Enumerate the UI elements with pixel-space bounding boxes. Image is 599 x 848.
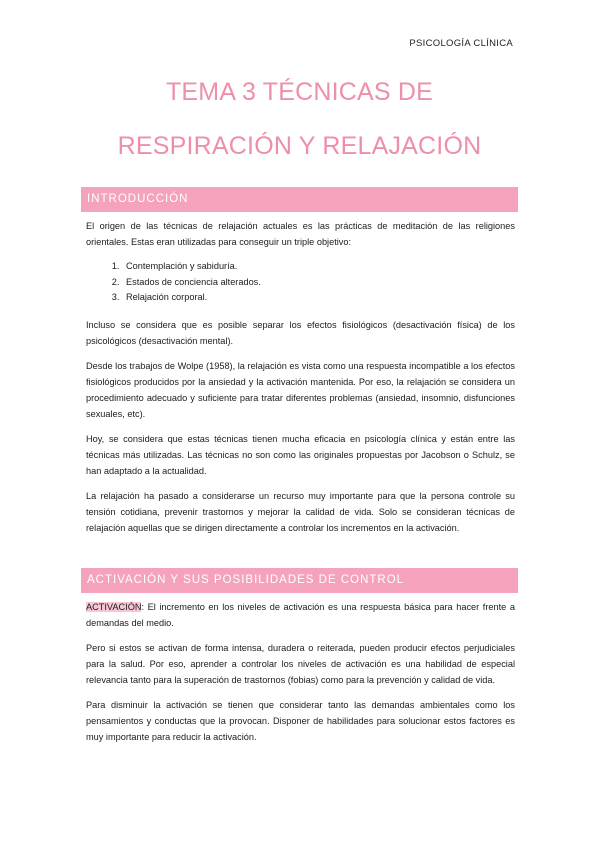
objectives-list	[86, 259, 515, 306]
paragraph: Hoy, se considera que estas técnicas tienen mucha eficacia en psicología clínica y están entre las técnicas más utilizadas. Las técnicas no son como las originales propuestas por Jacobson o Schulz, se han adaptado a la actualidad.	[86, 433, 515, 476]
list-item: 2. Estados de conciencia alterados.	[122, 275, 515, 291]
running-header: PSICOLOGÍA CLÍNICA	[409, 38, 513, 49]
list-item: 3. Relajación corporal.	[122, 290, 515, 306]
list-item: 1. Contemplación y sabiduría.	[122, 259, 515, 275]
paragraph: Desde los trabajos de Wolpe (1958), la relajación es vista como una respuesta incompatible a los efectos fisiológicos producidos por la ansiedad y la activación mantenida. Por eso, la relajación se considera un procedimiento adecuado y suficiente para tratar diferentes problemas (ansiedad, insomnio, disfunciones sexuales, etc).	[86, 360, 515, 419]
section-body-activacion	[86, 599, 515, 754]
section-body-introduccion	[86, 218, 515, 545]
section-heading-introduccion: INTRODUCCIÓN	[81, 187, 518, 212]
document-title-line-2: RESPIRACIÓN Y RELAJACIÓN	[117, 132, 482, 160]
paragraph: Incluso se considera que es posible separar los efectos fisiológicos (desactivación física) de los psicológicos (desactivación mental).	[86, 319, 515, 346]
highlighted-term: ACTIVACIÓN	[86, 602, 142, 612]
section-heading-activacion: ACTIVACIÓN Y SUS POSIBILIDADES DE CONTROL	[81, 568, 518, 593]
paragraph: La relajación ha pasado a considerarse un recurso muy importante para que la persona controle su tensión cotidiana, prevenir trastornos y mejorar la calidad de vida. Solo se consideran técnicas de relajación aquellas que se dirigen directamente a controlar los incrementos en la activación.	[86, 490, 515, 533]
document-title-line-1: TEMA 3 TÉCNICAS DE	[165, 78, 434, 106]
term-definition: : El incremento en los niveles de activación es una respuesta básica para hacer frente a demandas del medio.	[86, 602, 515, 628]
paragraph: Para disminuir la activación se tienen que considerar tanto las demandas ambientales como los pensamientos y conductas que la provocan. Disponer de habilidades para solucionar estos factores es muy importante para reducir la activación.	[86, 700, 515, 742]
definition-paragraph	[86, 599, 515, 631]
paragraph: Pero si estos se activan de forma intensa, duradera o reiterada, pueden producir efectos perjudiciales para la salud. Por eso, aprender a controlar los niveles de activación es una habilidad de especial relevancia tanto para la superación de trastornos (fobias) como para la prevención y calidad de vida.	[86, 643, 515, 685]
paragraph: El origen de las técnicas de relajación actuales es las prácticas de meditación de las religiones orientales. Estas eran utilizadas para conseguir un triple objetivo:	[86, 221, 515, 247]
